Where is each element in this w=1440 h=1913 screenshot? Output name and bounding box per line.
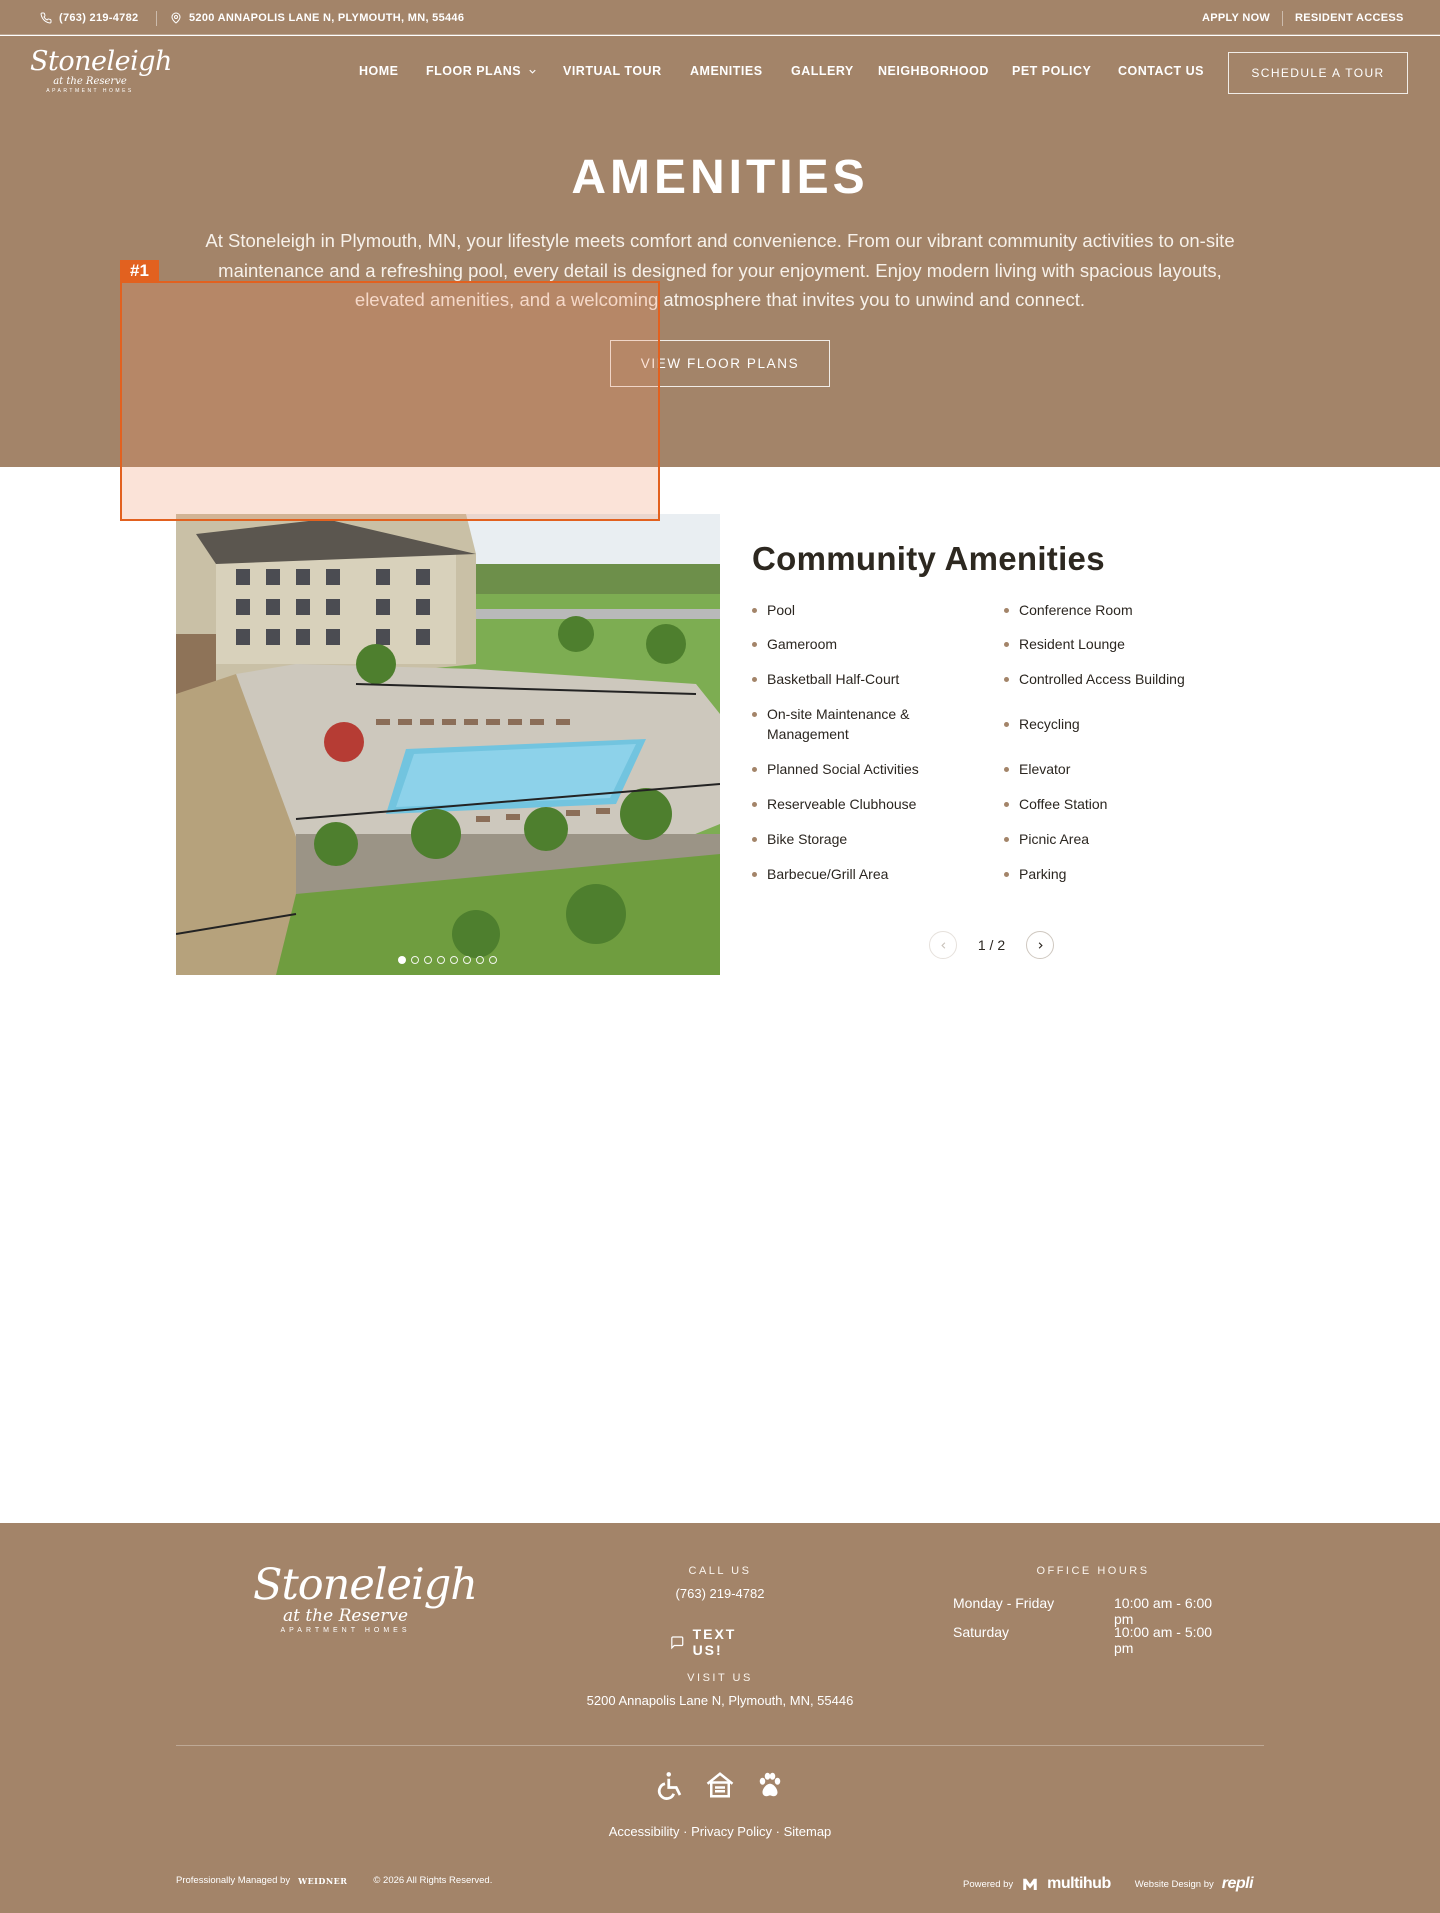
list-item: Pool — [752, 600, 1002, 620]
list-item: Parking — [1004, 864, 1254, 884]
list-item: On-site Maintenance & Management — [752, 704, 927, 744]
page-title: AMENITIES — [571, 151, 869, 204]
office-hours-label: OFFICE HOURS — [1036, 1565, 1150, 1577]
carousel-dot[interactable] — [489, 956, 497, 964]
nav-home[interactable] — [359, 64, 399, 78]
list-item: Bike Storage — [752, 829, 1002, 849]
list-item: Planned Social Activities — [752, 759, 1002, 779]
carousel-dot[interactable] — [437, 956, 445, 964]
wheelchair-accessible-icon — [655, 1770, 685, 1800]
copyright: © 2026 All Rights Reserved. — [373, 1875, 493, 1886]
nav-amenities-label: AMENITIES — [690, 64, 763, 78]
nav-pet-policy-label: PET POLICY — [1012, 64, 1092, 78]
footer-logo-tag: APARTMENT HOMES — [280, 1627, 411, 1634]
list-item: Basketball Half-Court — [752, 669, 1002, 689]
hero-description: At Stoneleigh in Plymouth, MN, your lifestyle meets comfort and convenience. From our vibrant community activities to on-site maintenance and a refreshing pool, every detail is designed for your enjoyment. Enjoy modern living with spacious layouts, elevated amenities, and a welcoming atmosphere that invites you to unwind and connect. — [205, 230, 1235, 310]
link-separator: · — [775, 1824, 780, 1839]
carousel-dot[interactable] — [450, 956, 458, 964]
list-item: Barbecue/Grill Area — [752, 864, 1002, 884]
divider — [156, 11, 157, 26]
nav-home-label: HOME — [359, 64, 399, 78]
hours-time: 10:00 am - 5:00 pm — [1114, 1624, 1213, 1656]
footer-address-link[interactable]: 5200 Annapolis Lane N, Plymouth, MN, 55446 — [586, 1693, 854, 1708]
next-page-button[interactable] — [1026, 931, 1054, 959]
schedule-tour-button[interactable]: SCHEDULE A TOUR — [1228, 52, 1408, 94]
hours-time: 10:00 am - 6:00 pm — [1114, 1595, 1213, 1627]
nav-contact-label: CONTACT US — [1118, 64, 1205, 78]
compliance-icons — [655, 1768, 785, 1802]
weidner-logo[interactable]: WEIDNER — [298, 1875, 348, 1886]
nav-floor-plans[interactable] — [426, 64, 538, 78]
nav-floor-plans-label: FLOOR PLANS — [426, 64, 522, 78]
managed-by — [176, 1875, 492, 1886]
page-indicator: 1 / 2 — [977, 937, 1006, 953]
footer-logo[interactable] — [253, 1560, 477, 1637]
amenities-pager — [929, 931, 1054, 959]
phone-icon — [40, 12, 52, 24]
footer-logo-sub: at the Reserve — [282, 1606, 409, 1626]
hours-row — [953, 1595, 1233, 1627]
carousel-dot[interactable] — [398, 956, 406, 964]
accessibility-link[interactable]: Accessibility — [608, 1824, 680, 1839]
call-us-block — [620, 1565, 820, 1601]
multihub-logo[interactable]: multihub — [1047, 1875, 1111, 1892]
pet-paw-icon — [755, 1770, 785, 1800]
privacy-policy-link[interactable]: Privacy Policy — [691, 1824, 772, 1839]
header — [0, 36, 1440, 110]
carousel-dot[interactable] — [476, 956, 484, 964]
resident-access-link[interactable] — [1295, 0, 1404, 35]
text-us-label: TEXT US! — [692, 1626, 737, 1658]
carousel-dot[interactable] — [411, 956, 419, 964]
section-title: Community Amenities — [752, 540, 1105, 577]
footer-divider — [176, 1745, 1264, 1746]
hours-row — [953, 1624, 1233, 1656]
nav-pet-policy[interactable] — [1012, 64, 1091, 78]
hours-days: Saturday — [953, 1624, 1010, 1640]
chat-bubble-icon — [670, 1635, 685, 1650]
nav-gallery[interactable] — [791, 64, 854, 78]
list-item: Reserveable Clubhouse — [752, 794, 1002, 814]
powered-by-label: Powered by — [963, 1878, 1014, 1890]
apply-now-link[interactable] — [1202, 0, 1270, 35]
nav-neighborhood[interactable] — [878, 64, 989, 78]
sitemap-link[interactable]: Sitemap — [783, 1824, 832, 1839]
annotation-tag: #1 — [120, 260, 159, 282]
equal-housing-icon — [705, 1770, 735, 1800]
nav-gallery-label: GALLERY — [791, 64, 854, 78]
list-item: Conference Room — [1004, 600, 1254, 620]
divider — [1282, 11, 1283, 26]
visit-us-label: VISIT US — [687, 1672, 753, 1684]
footer — [0, 1523, 1440, 1913]
hero — [0, 110, 1440, 467]
repli-logo[interactable]: repli — [1221, 1875, 1254, 1892]
nav-amenities[interactable] — [690, 64, 763, 78]
multihub-mark-icon — [1021, 1875, 1039, 1893]
list-item: Coffee Station — [1004, 794, 1254, 814]
nav-virtual-tour-label: VIRTUAL TOUR — [563, 64, 662, 78]
nav-contact[interactable] — [1118, 64, 1204, 78]
list-item: Resident Lounge — [1004, 634, 1254, 654]
powered-by — [963, 1875, 1253, 1893]
carousel-dot[interactable] — [424, 956, 432, 964]
logo-name: Stoneleigh — [30, 46, 172, 77]
list-item: Picnic Area — [1004, 829, 1254, 849]
top-bar — [0, 0, 1440, 35]
chevron-left-icon — [938, 940, 949, 951]
footer-phone-link[interactable]: (763) 219-4782 — [675, 1586, 765, 1601]
logo[interactable] — [30, 46, 172, 98]
text-us-button[interactable] — [670, 1626, 770, 1658]
visit-us-block — [520, 1672, 920, 1708]
carousel-dots — [398, 956, 497, 964]
address-link[interactable] — [170, 0, 464, 35]
managed-by-label: Professionally Managed by — [176, 1875, 291, 1886]
view-floor-plans-button[interactable]: VIEW FLOOR PLANS — [610, 340, 830, 387]
office-hours-title — [993, 1565, 1193, 1577]
amenity-photo — [176, 514, 720, 975]
footer-links — [0, 1824, 1440, 1839]
nav-virtual-tour[interactable] — [563, 64, 662, 78]
location-pin-icon — [170, 12, 182, 24]
logo-tag: APARTMENT HOMES — [46, 88, 134, 94]
pool-photo-image — [176, 514, 720, 975]
link-separator: · — [683, 1824, 688, 1839]
call-us-label: CALL US — [688, 1565, 752, 1577]
apply-now-label: APPLY NOW — [1202, 11, 1271, 24]
list-item: Recycling — [1004, 714, 1254, 734]
resident-access-label: RESIDENT ACCESS — [1295, 11, 1404, 24]
list-item: Gameroom — [752, 634, 1002, 654]
chevron-right-icon — [1035, 940, 1046, 951]
logo-sub: at the Reserve — [53, 76, 127, 87]
hours-days: Monday - Friday — [953, 1595, 1055, 1611]
list-item: Elevator — [1004, 759, 1254, 779]
chevron-down-icon — [527, 66, 538, 77]
prev-page-button[interactable] — [929, 931, 957, 959]
list-item: Controlled Access Building — [1004, 669, 1254, 689]
footer-logo-name: Stoneleigh — [253, 1560, 477, 1610]
nav-neighborhood-label: NEIGHBORHOOD — [878, 64, 989, 78]
phone-link[interactable] — [40, 0, 138, 35]
phone-text: (763) 219-4782 — [59, 11, 139, 24]
carousel-dot[interactable] — [463, 956, 471, 964]
design-by-label: Website Design by — [1134, 1878, 1214, 1890]
address-text: 5200 ANNAPOLIS LANE N, PLYMOUTH, MN, 55446 — [189, 11, 465, 24]
